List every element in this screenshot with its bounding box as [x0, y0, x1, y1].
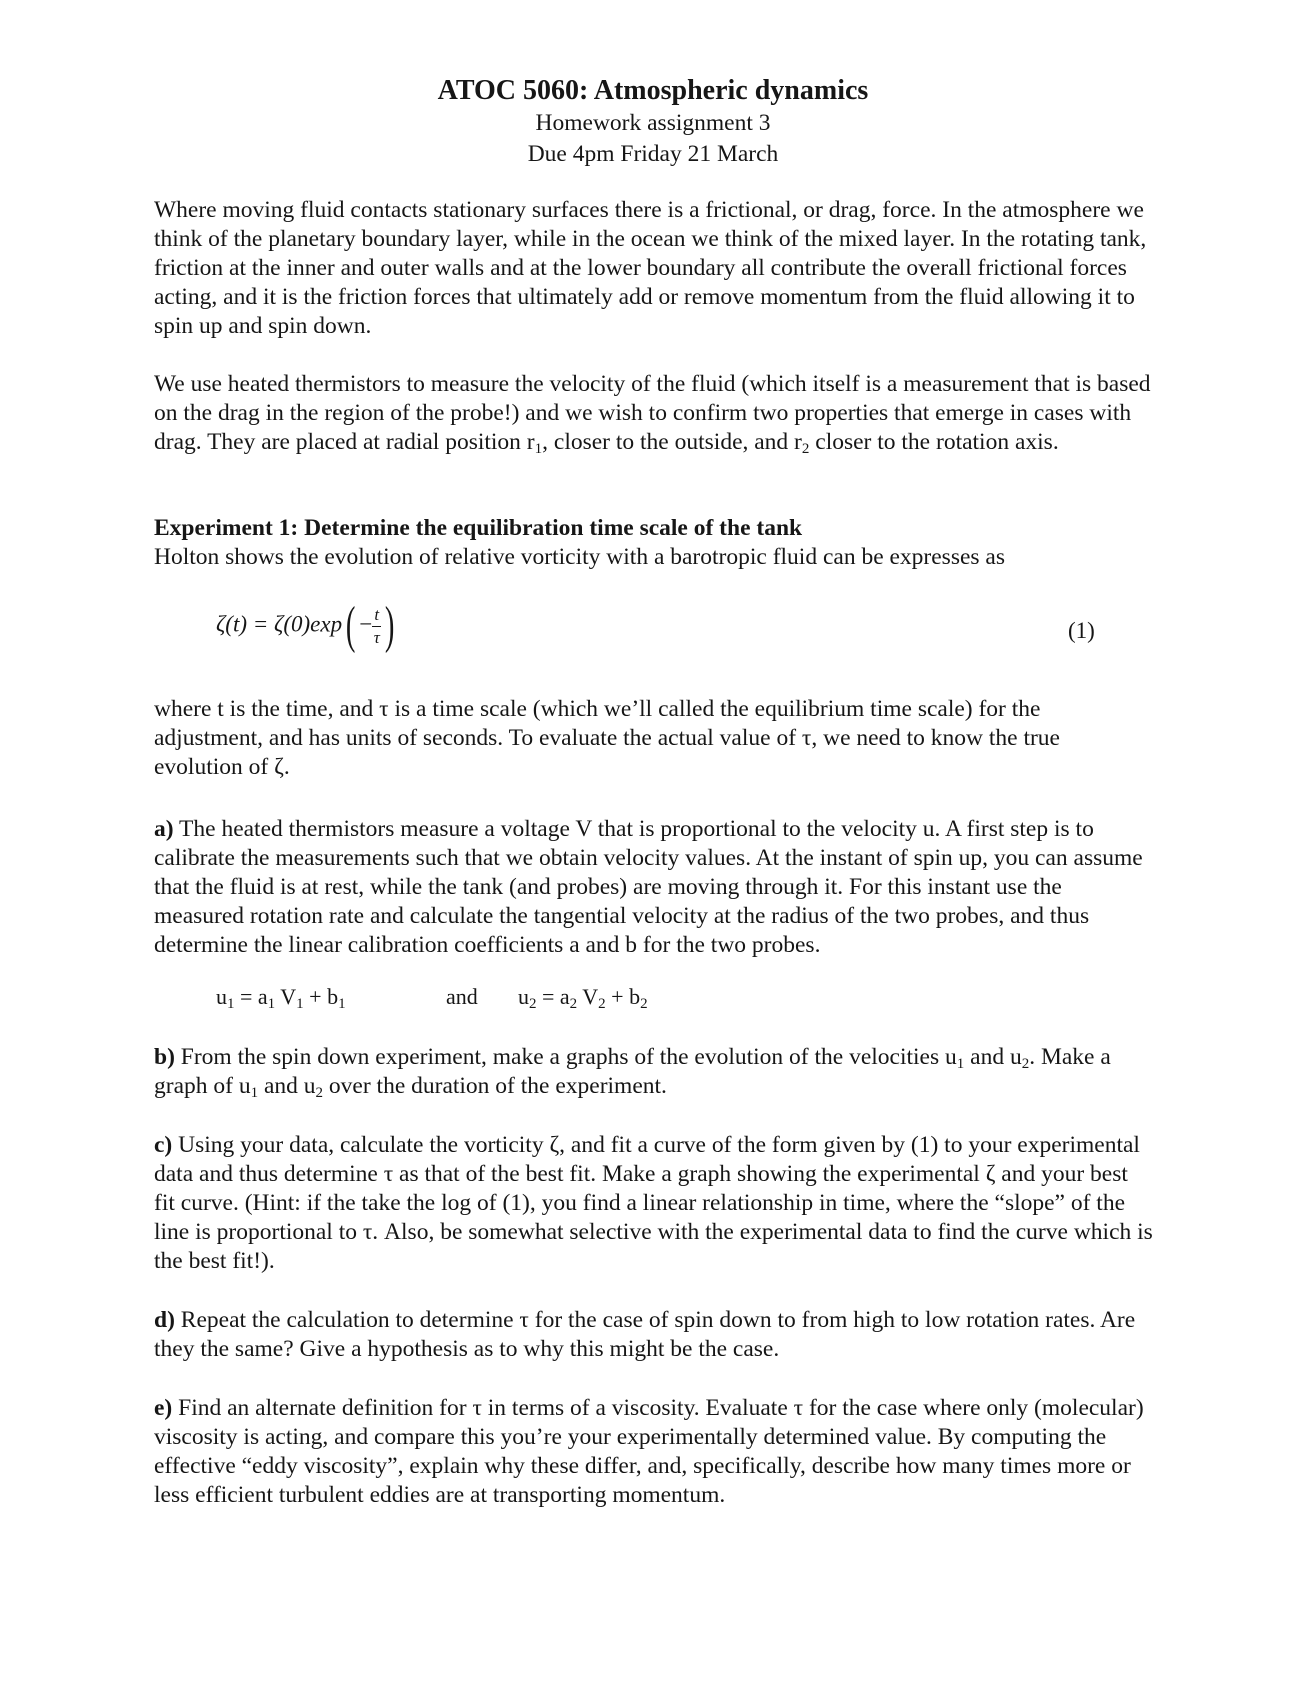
question-a: a) The heated thermistors measure a voltage V that is proportional to the velocity u. A first step is to calibrate the measurements such that we obtain velocity values. At the instant of spin up, you can assume that the fluid is at rest, while the tank (and probes) are moving through it. For this instant use the measured rotation rate and calculate the tangential velocity at the radius of the two probes, and thus determine the linear calibration coefficients a and b for the two probes. [154, 816, 1143, 958]
due-date: Due 4pm Friday 21 March [527, 141, 779, 167]
calibration-and: and [446, 984, 478, 1009]
page-title: ATOC 5060: Atmospheric dynamics [437, 75, 869, 106]
equation-1: ζ(t) = ζ(0)exp( − $\frac{t}{\tau}$ ) [216, 597, 395, 654]
experiment-1-section [154, 514, 1154, 572]
equation-explanation: where t is the time, and τ is a time scale (which we’ll called the equilibrium time scale) for the adjustment, and has units of seconds. To evaluate the actual value of τ, we need to know the true evolution of ζ. [154, 696, 1060, 780]
question-c: c) Using your data, calculate the vorticity ζ, and fit a curve of the form given by (1) to your experimental data and thus determine τ as that of the best fit. Make a graph showing the experimental ζ and your best fit curve. (Hint: if the take the log of (1), you find a linear relationship in time, where the “slope” of the line is proportional to τ. Also, be somewhat selective with the experimental data to find the curve which is the best fit!). [154, 1132, 1153, 1274]
assignment-subtitle: Homework assignment 3 [535, 110, 771, 136]
question-e: e) Find an alternate definition for τ in terms of a viscosity. Evaluate τ for the case where only (molecular) viscosity is acting, and compare this you’re your experimentally determined value. By computing the effective “eddy viscosity”, explain why these differ, and, specifically, describe how many times more or less efficient turbulent eddies are at transporting momentum. [154, 1395, 1144, 1508]
equation-number: (1) [1068, 618, 1095, 643]
intro-paragraph-1: Where moving fluid contacts stationary surfaces there is a frictional, or drag, force. In the atmosphere we think of the planetary boundary layer, while in the ocean we think of the mixed layer. In the rotating tank, friction at the inner and outer walls and at the lower boundary all contribute the overall frictional forces acting, and it is the friction forces that ultimately add or remove momentum from the fluid allowing it to spin up and spin down. [154, 197, 1147, 339]
intro-paragraph-2: We use heated thermistors to measure the velocity of the fluid (which itself is a measurement that is based on the drag in the region of the probe!) and we wish to confirm two properties that emerge in cases with drag. They are placed at radial position $r_1$, closer to the outside, and $r_2$ closer to the rotation axis. [154, 371, 1151, 457]
question-b: b) From the spin down experiment, make a graphs of the evolution of the velocities $u_1$ and $u_2$. Make a graph of $u_1$ and $u_2$ over the duration of the experiment. [154, 1044, 1111, 1101]
calibration-equation-2: $u_2 = a_2$ $V_2 + b_2$ [518, 984, 648, 1012]
experiment-1-heading: Experiment 1: Determine the equilibration time scale of the tank [154, 515, 803, 541]
calibration-equation-1: $u_1 = a_1$ $V_1 + b_1$ [216, 984, 346, 1012]
header [0, 74, 1306, 170]
question-d: d) Repeat the calculation to determine τ for the case of spin down to from high to low rotation rates. Are they the same? Give a hypothesis as to why this might be the case. [154, 1307, 1136, 1362]
experiment-1-intro: Holton shows the evolution of relative vorticity with a barotropic fluid can be expresses as [154, 544, 1006, 570]
